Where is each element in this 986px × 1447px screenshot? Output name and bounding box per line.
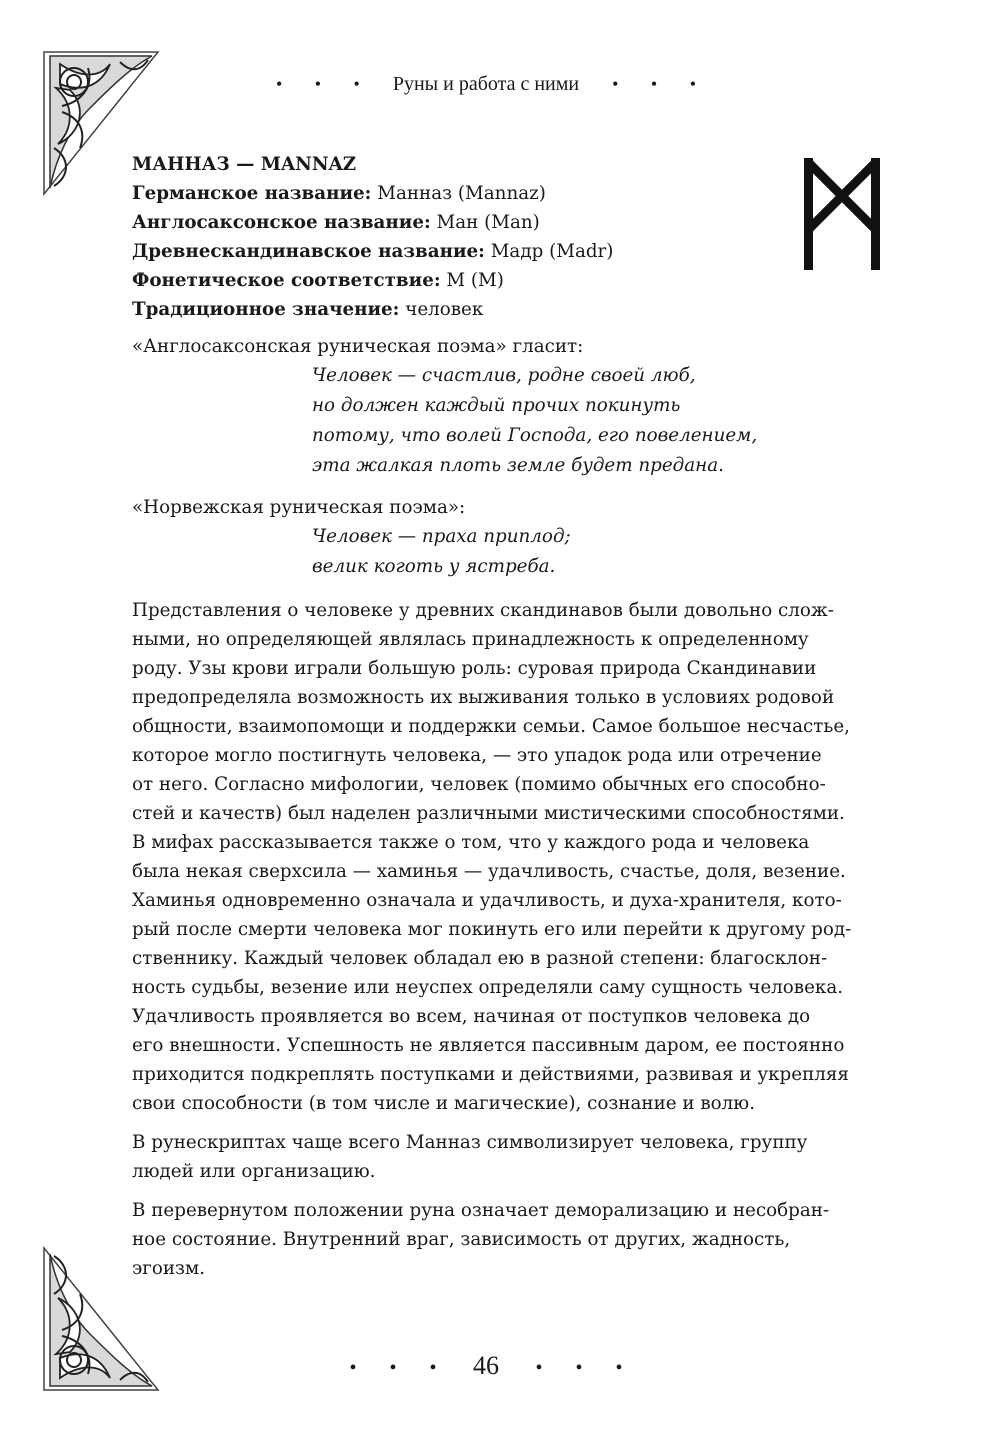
rune-heading: МАННАЗ — MANNAZ [132, 154, 357, 175]
running-head [0, 70, 986, 98]
footer-dots-right: • • • [535, 1357, 637, 1379]
page-number: 46 [473, 1351, 499, 1380]
page-footer [0, 1350, 986, 1384]
rune-entry [132, 150, 877, 324]
body-paragraph: В перевернутом положении руна означает деморализацию и несобран- ное состояние. Внутренний враг, зависимость от других, жадность, эгоизм. [132, 1200, 830, 1279]
meta-line: Древнескандинавское название: Мадр (Madr) [132, 241, 614, 262]
footer-dots-left: • • • [349, 1357, 451, 1379]
verse-line: эта жалкая плоть земле будет предана. [312, 455, 724, 476]
header-dots-left: • • • [275, 74, 374, 94]
verse-line: но должен каждый прочих покинуть [312, 395, 681, 416]
poem-verse [312, 361, 877, 481]
meta-line: Германское название: Манназ (Mannaz) [132, 183, 546, 204]
verse-line: велик коготь у ястреба. [312, 556, 556, 577]
verse-line: потому, что волей Господа, его повелением, [312, 425, 758, 446]
meta-line: Фонетическое соответствие: М (M) [132, 270, 504, 291]
header-dots-right: • • • [612, 74, 711, 94]
verse-line: Человек — праха приплод; [312, 526, 571, 547]
header-title: Руны и работа с ними [392, 73, 580, 95]
poem-verse [312, 522, 877, 582]
page-content [132, 150, 877, 1283]
poem-intro: «Англосаксонская руническая поэма» гласит: [132, 336, 584, 357]
verse-line: Человек — счастлив, родне своей люб, [312, 365, 696, 386]
meta-line: Традиционное значение: человек [132, 299, 484, 320]
body-paragraph: Представления о человеке у древних скандинавов были довольно слож- ными, но определяющей являлась принадлежность к определенному роду. Узы крови играли большую роль: суровая природа Скандинавии предопределяла возможность их выживания только в условиях родовой общности, взаимопомощи и поддержки семьи. Самое большое несчастье, которое могло постигнуть человека, — это упадок рода или отречение от него. Согласно мифологии, человек (помимо обычных его способно- стей и качеств) был наделен различными мистическими способностями. В мифах рассказывается также о том, что у каждого рода и человека была некая сверхсила — хаминья — удачливость, счастье, доля, везение. Хаминья одновременно означала и удачливость, и духа-хранителя, кото- рый после смерти человека мог покинуть его или перейти к другому род- ственнику. Каждый человек обладал ею в разной степени: благосклон- ность судьбы, везение или неуспех определяли саму сущность человека. Удачливость проявляется во всем, начиная от поступков человека до его внешности. Успешность не является пассивным даром, ее постоянно приходится подкреплять поступками и действиями, развивая и укрепляя свои способности (в том числе и магические), сознание и волю. [132, 600, 852, 1114]
body-paragraph: В рунескриптах чаще всего Манназ символизирует человека, группу людей или организацию. [132, 1132, 808, 1182]
meta-line: Англосаксонское название: Ман (Man) [132, 212, 540, 233]
poem-intro: «Норвежская руническая поэма»: [132, 497, 466, 518]
